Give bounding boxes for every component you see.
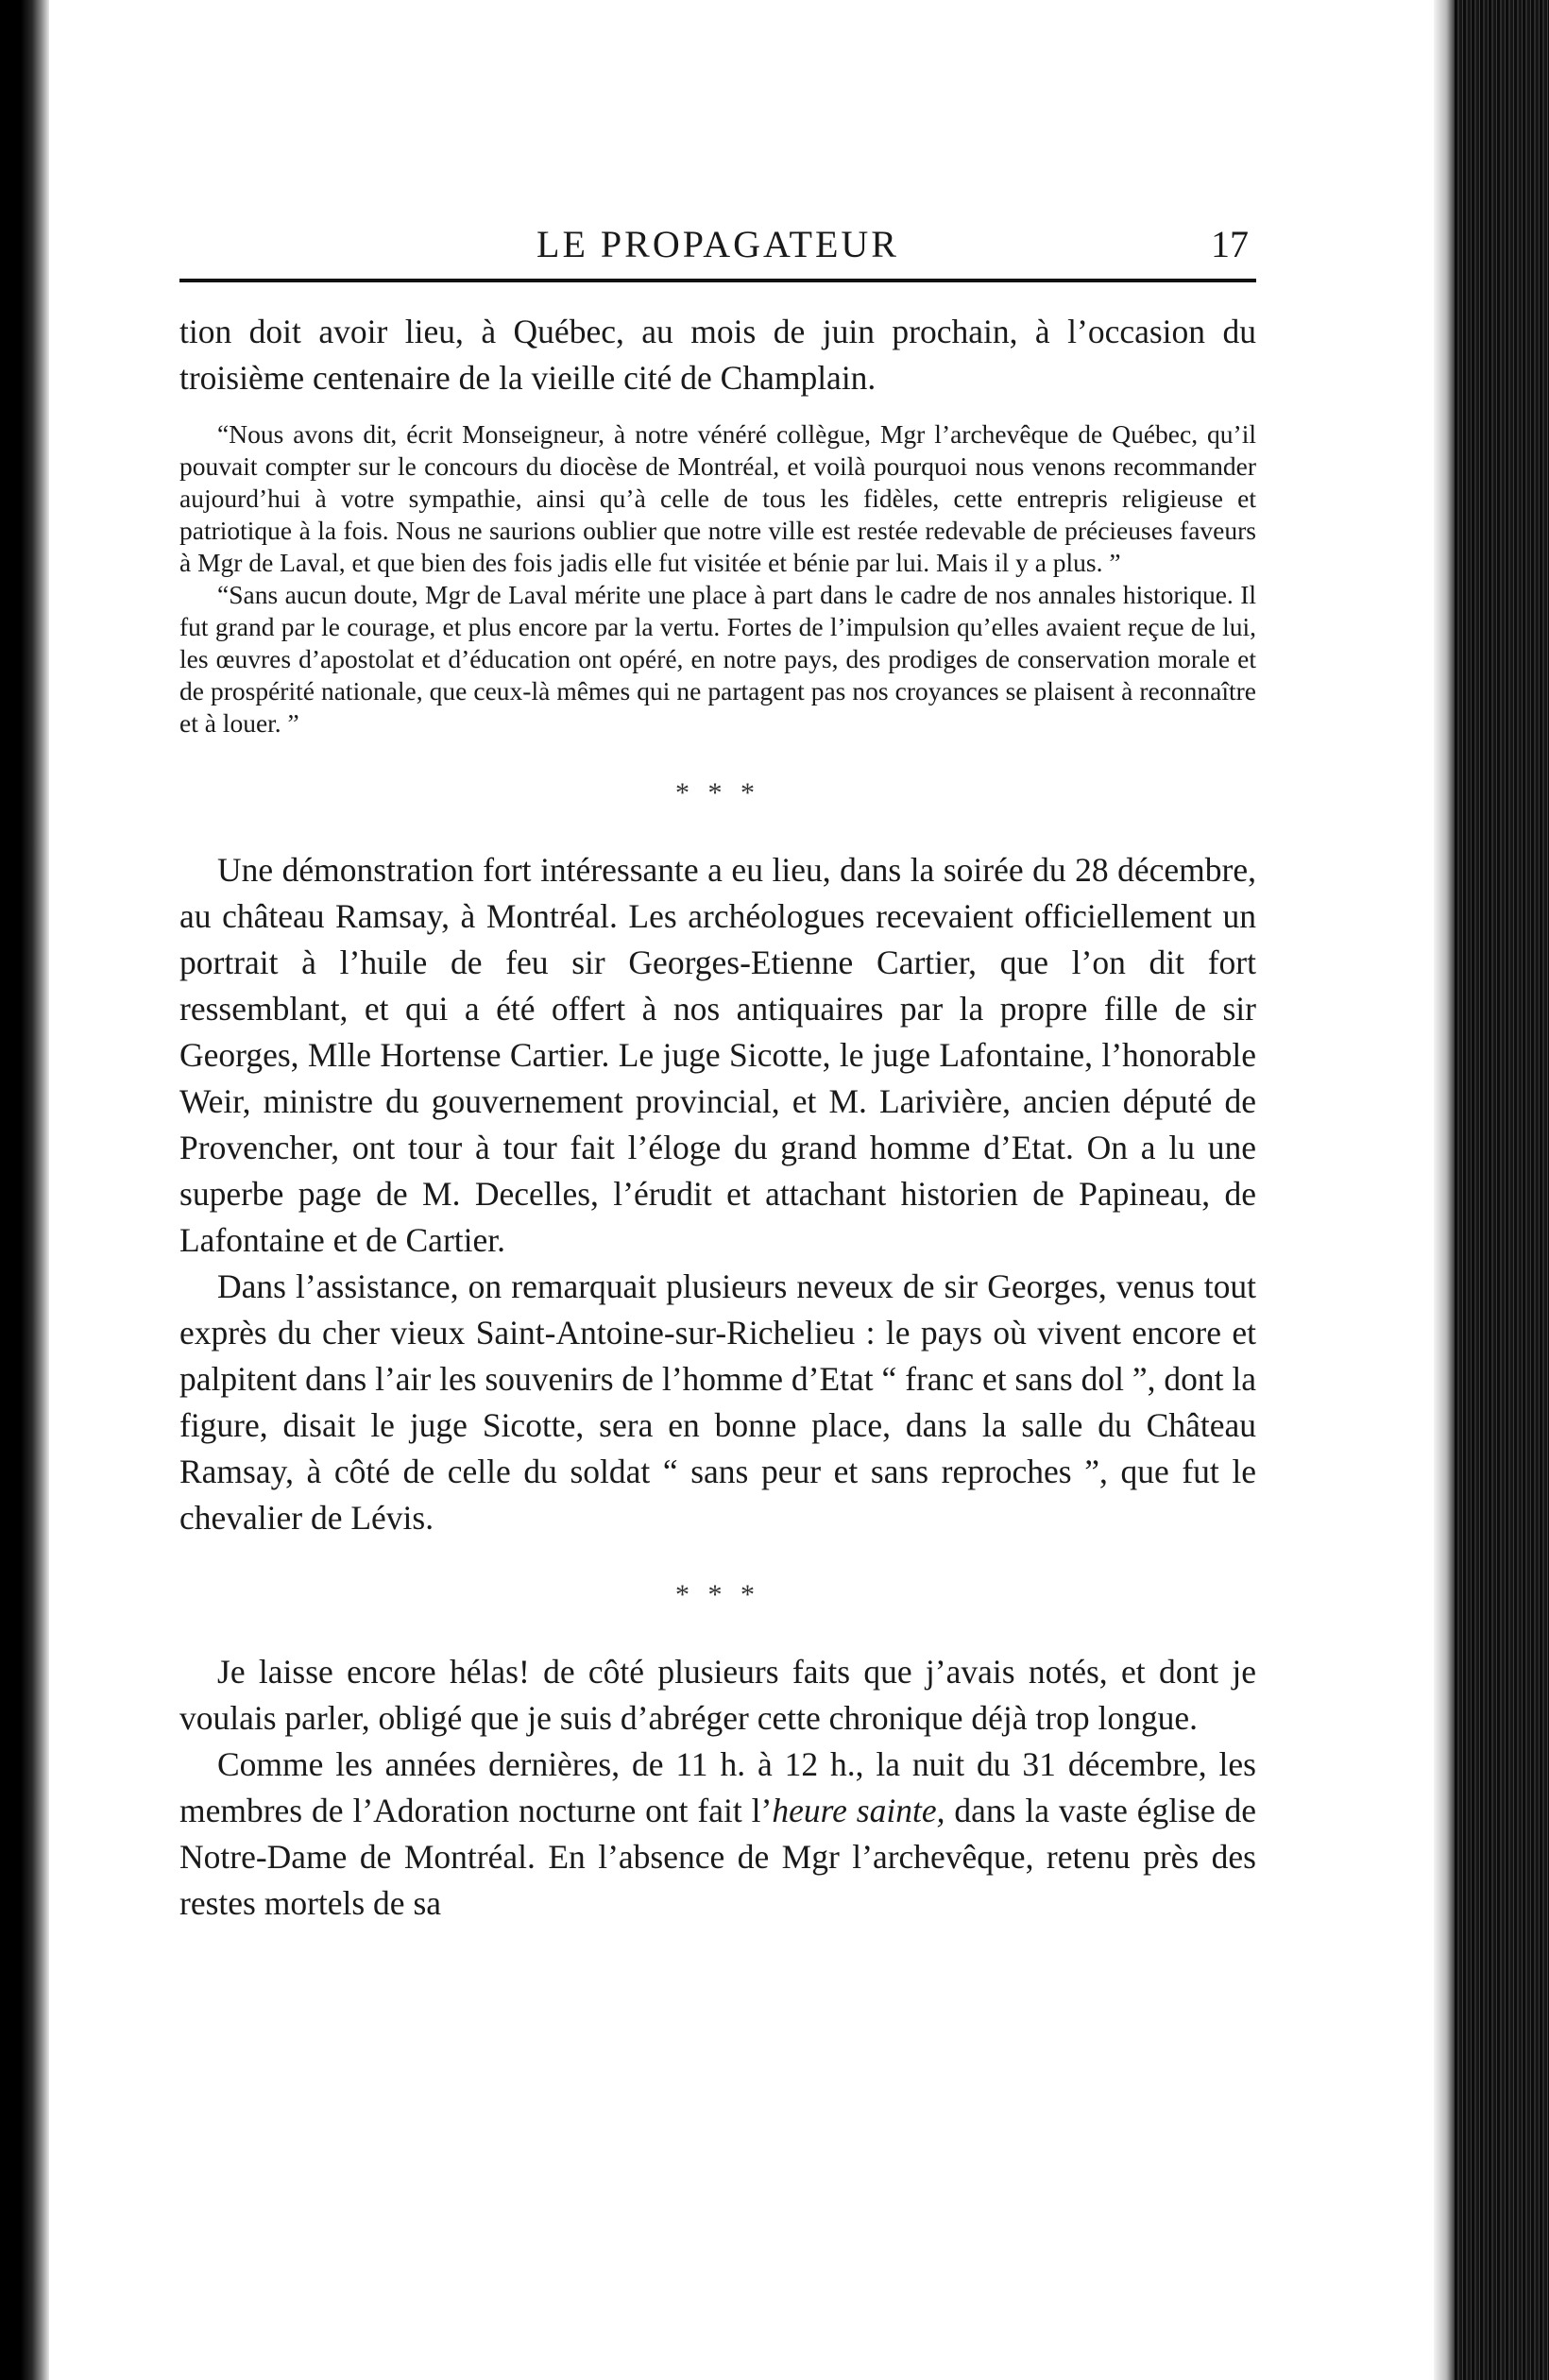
paragraph: Dans l’assistance, on remarquait plusieurs neveux de sir Georges, venus tout exprès du cher vieux Saint-Antoine-sur-Richelieu : le pays où vivent encore et palpitent dans l’air les souvenirs de l’homme d’Etat “ franc et sans dol ”, dont la figure, disait le juge Sicotte, sera en bonne place, dans la salle du Château Ramsay, à côté de celle du soldat “ sans peur et sans reproches ”, que fut le chevalier de Lévis. [179,1267,1256,1537]
paragraph-text: dans la vaste église de Notre-Dame de Montréal. En l’absence de Mgr l’archevêque, retenu près des restes mortels de sa [179,1792,1256,1922]
scan-gutter-left [0,0,49,2380]
paragraph: Une démonstration fort intéressante a eu lieu, dans la soirée du 28 décembre, au château Ramsay, à Montréal. Les archéologues recevaient officiellement un portrait à l’huile de feu sir Georges-Etienne Cartier, que l’on dit fort ressemblant, et qui a été offert à nos antiquaires par la propre fille de sir Georges, Mlle Hortense Cartier. Le juge Sicotte, le juge Lafontaine, l’honorable Weir, ministre du gouvernement provincial, et M. Larivière, ancien député de Provencher, ont tour à tour fait l’éloge du grand homme d’Etat. On a lu une superbe page de M. Decelles, l’érudit et attachant historien de Papineau, de Lafontaine et de Cartier. [179,851,1256,1259]
italic-text: heure sainte, [772,1792,945,1829]
paragraph-continued: tion doit avoir lieu, à Québec, au mois de juin prochain, à l’occasion du troisième centenaire de la vieille cité de Champlain. [179,313,1256,397]
paragraph-text: Comme les années dernières, de 11 h. à 12 h., la nuit du 31 décembre, les membres de l’Adoration nocturne ont fait l’ [179,1745,1256,1829]
section-asterism: * * * [675,777,760,808]
running-title: LE PROPAGATEUR [536,223,899,265]
paragraph: Je laisse encore hélas! de côté plusieurs faits que j’avais notés, et dont je voulais parler, obligé que je suis d’abréger cette chronique déjà trop longue. [179,1653,1256,1737]
running-head [179,203,1256,282]
quotation-paragraph: “Sans aucun doute, Mgr de Laval mérite une place à part dans le cadre de nos annales historique. Il fut grand par le courage, et plus encore par la vertu. Fortes de l’impulsion qu’elles avaient reçue de lui, les œuvres d’apostolat et d’éducation ont opéré, en notre pays, des prodiges de conservation morale et de prospérité nationale, que ceux-là mêmes qui ne partagent pas nos croyances se plaisent à reconnaître et à louer. ” [179,580,1256,738]
book-page [179,203,1256,2186]
paragraph [179,1742,1256,1927]
book-edge-right [1455,0,1549,2380]
page-number: 17 [1211,223,1249,265]
section-asterism: * * * [675,1579,760,1610]
quotation-paragraph: “Nous avons dit, écrit Monseigneur, à notre vénéré collègue, Mgr l’archevêque de Québec, qu’il pouvait compter sur le concours du diocèse de Montréal, et voilà pourquoi nous venons recommander aujourd’hui à votre sympathie, ainsi qu’à celle de tous les fidèles, cette entrepris religieuse et patriotique à la fois. Nous ne saurions oublier que notre ville est restée redevable de précieuses faveurs à Mgr de Laval, et que bien des fois jadis elle fut visitée et bénie par lui. Mais il y a plus. ” [179,419,1256,577]
page-curl-shadow [1434,0,1455,2380]
